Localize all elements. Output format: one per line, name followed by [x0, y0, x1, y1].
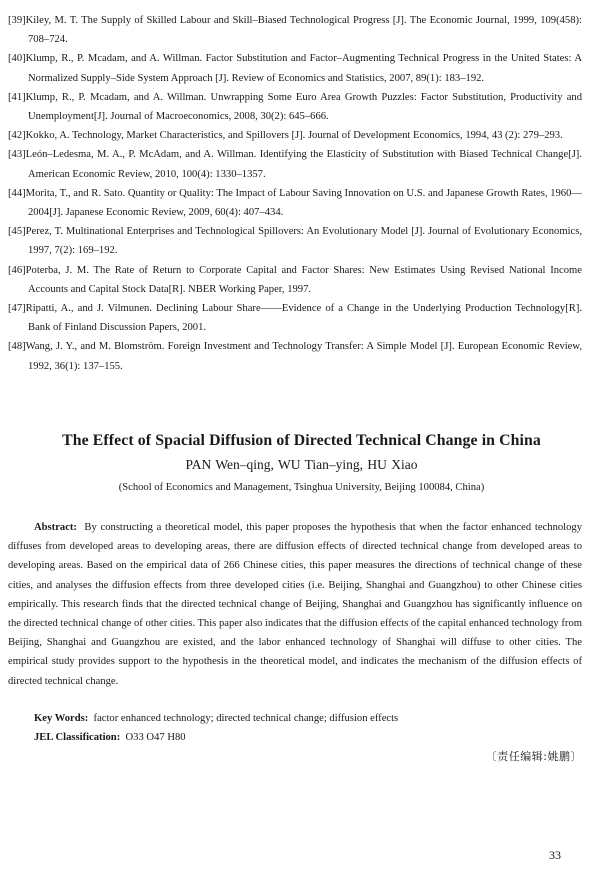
reference-item: [45]Perez, T. Multinational Enterprises and Technological Spillovers: An Evolutionary Model [J]. Journal of Evolutionary Economics, 1997, 7(2): 169–192.: [8, 226, 582, 257]
abstract: [8, 518, 582, 691]
page-number: 33: [549, 848, 561, 862]
paper-title: The Effect of Spacial Diffusion of Directed Technical Change in China: [62, 432, 541, 449]
jel-label: JEL Classification:: [34, 732, 121, 743]
keywords-text: factor enhanced technology; directed technical change; diffusion effects: [93, 713, 399, 724]
abstract-label: Abstract:: [34, 522, 77, 533]
keywords: [34, 709, 582, 728]
reference-list: [8, 11, 582, 376]
reference-item: [42]Kokko, A. Technology, Market Characteristics, and Spillovers [J]. Journal of Development Economics, 1994, 43 (2): 279–293.: [8, 130, 563, 142]
reference-item: [40]Klump, R., P. Mcadam, and A. Willman. Factor Substitution and Factor–Augmenting Technical Progress in the United States: A Normalized Supply–Side System Approach [J]. Review of Economics and Statistics, 2007, 89(1): 183–192.: [8, 53, 582, 84]
reference-item: [41]Klump, R., P. Mcadam, and A. Willman. Unwrapping Some Euro Area Growth Puzzles: Factor Substitution, Productivity and Unemployment[J]. Journal of Macroeconomics, 2008, 30(2): 645–666.: [8, 91, 582, 123]
keywords-label: Key Words:: [34, 713, 89, 724]
jel-classification: [34, 728, 582, 747]
reference-item: [39]Kiley, M. T. The Supply of Skilled Labour and Skill–Biased Technological Progress [J]. The Economic Journal, 1999, 109(458): 708–724.: [8, 15, 582, 46]
reference-item: [46]Poterba, J. M. The Rate of Return to Corporate Capital and Factor Shares: New Estimates Using Revised National Income Accounts and Capital Stock Data[R]. NBER Working Paper, 1997.: [8, 264, 582, 295]
paper-authors: PAN Wen–qing, WU Tian–ying, HU Xiao: [185, 457, 418, 472]
paper-affiliation: (School of Economics and Management, Tsinghua University, Beijing 100084, China): [118, 482, 485, 493]
jel-text: O33 O47 H80: [125, 732, 186, 743]
reference-item: [48]Wang, J. Y., and M. Blomström. Foreign Investment and Technology Transfer: A Simple Model [J]. European Economic Review, 1992, 36(1): 137–155.: [8, 341, 582, 372]
reference-item: [47]Ripatti, A., and J. Vilmunen. Declining Labour Share——Evidence of a Change in the Underlying Production Technology[R]. Bank of Finland Discussion Papers, 2001.: [8, 303, 582, 334]
reference-item: [43]León–Ledesma, M. A., P. McAdam, and A. Willman. Identifying the Elasticity of Substitution with Biased Technical Change[J]. American Economic Review, 2010, 100(4): 1330–1357.: [8, 149, 582, 180]
reference-item: [44]Morita, T., and R. Sato. Quantity or Quality: The Impact of Labour Saving Innovation on U.S. and Japanese Growth Rates, 1960—2004[J]. Japanese Economic Review, 2009, 60(4): 407–434.: [8, 187, 582, 219]
editor-note: 〔责任编辑:姚鹏〕: [485, 750, 582, 763]
abstract-text: By constructing a theoretical model, this paper proposes the hypothesis that when the factor enhanced technology diffuses from developed areas to developing areas, there are diffusion effects of directed technical change from developed areas to developing areas. Based on the empirical data of 266 Chinese cities, this paper measures the directions of technical change of these cities, and analyses the diffusion effects from three developed cities (i.e. Beijing, Shanghai and Guangzhou) to other Chinese cities empirically. This research finds that the directed technical change of Beijing, Shanghai and Guangzhou has significantly influence on the directed technical change of other cities. This paper also indicates that the diffusion effects of the capital enhanced technology from Beijing, Shanghai and Guangzhou are existed, and the labor enhanced technology of Shanghai will diffuse to other cities. The empirical study provides support to the hypothesis in the theoretical model, and indicates the mechanism of the diffusion effects of directed technical change.: [8, 522, 582, 687]
